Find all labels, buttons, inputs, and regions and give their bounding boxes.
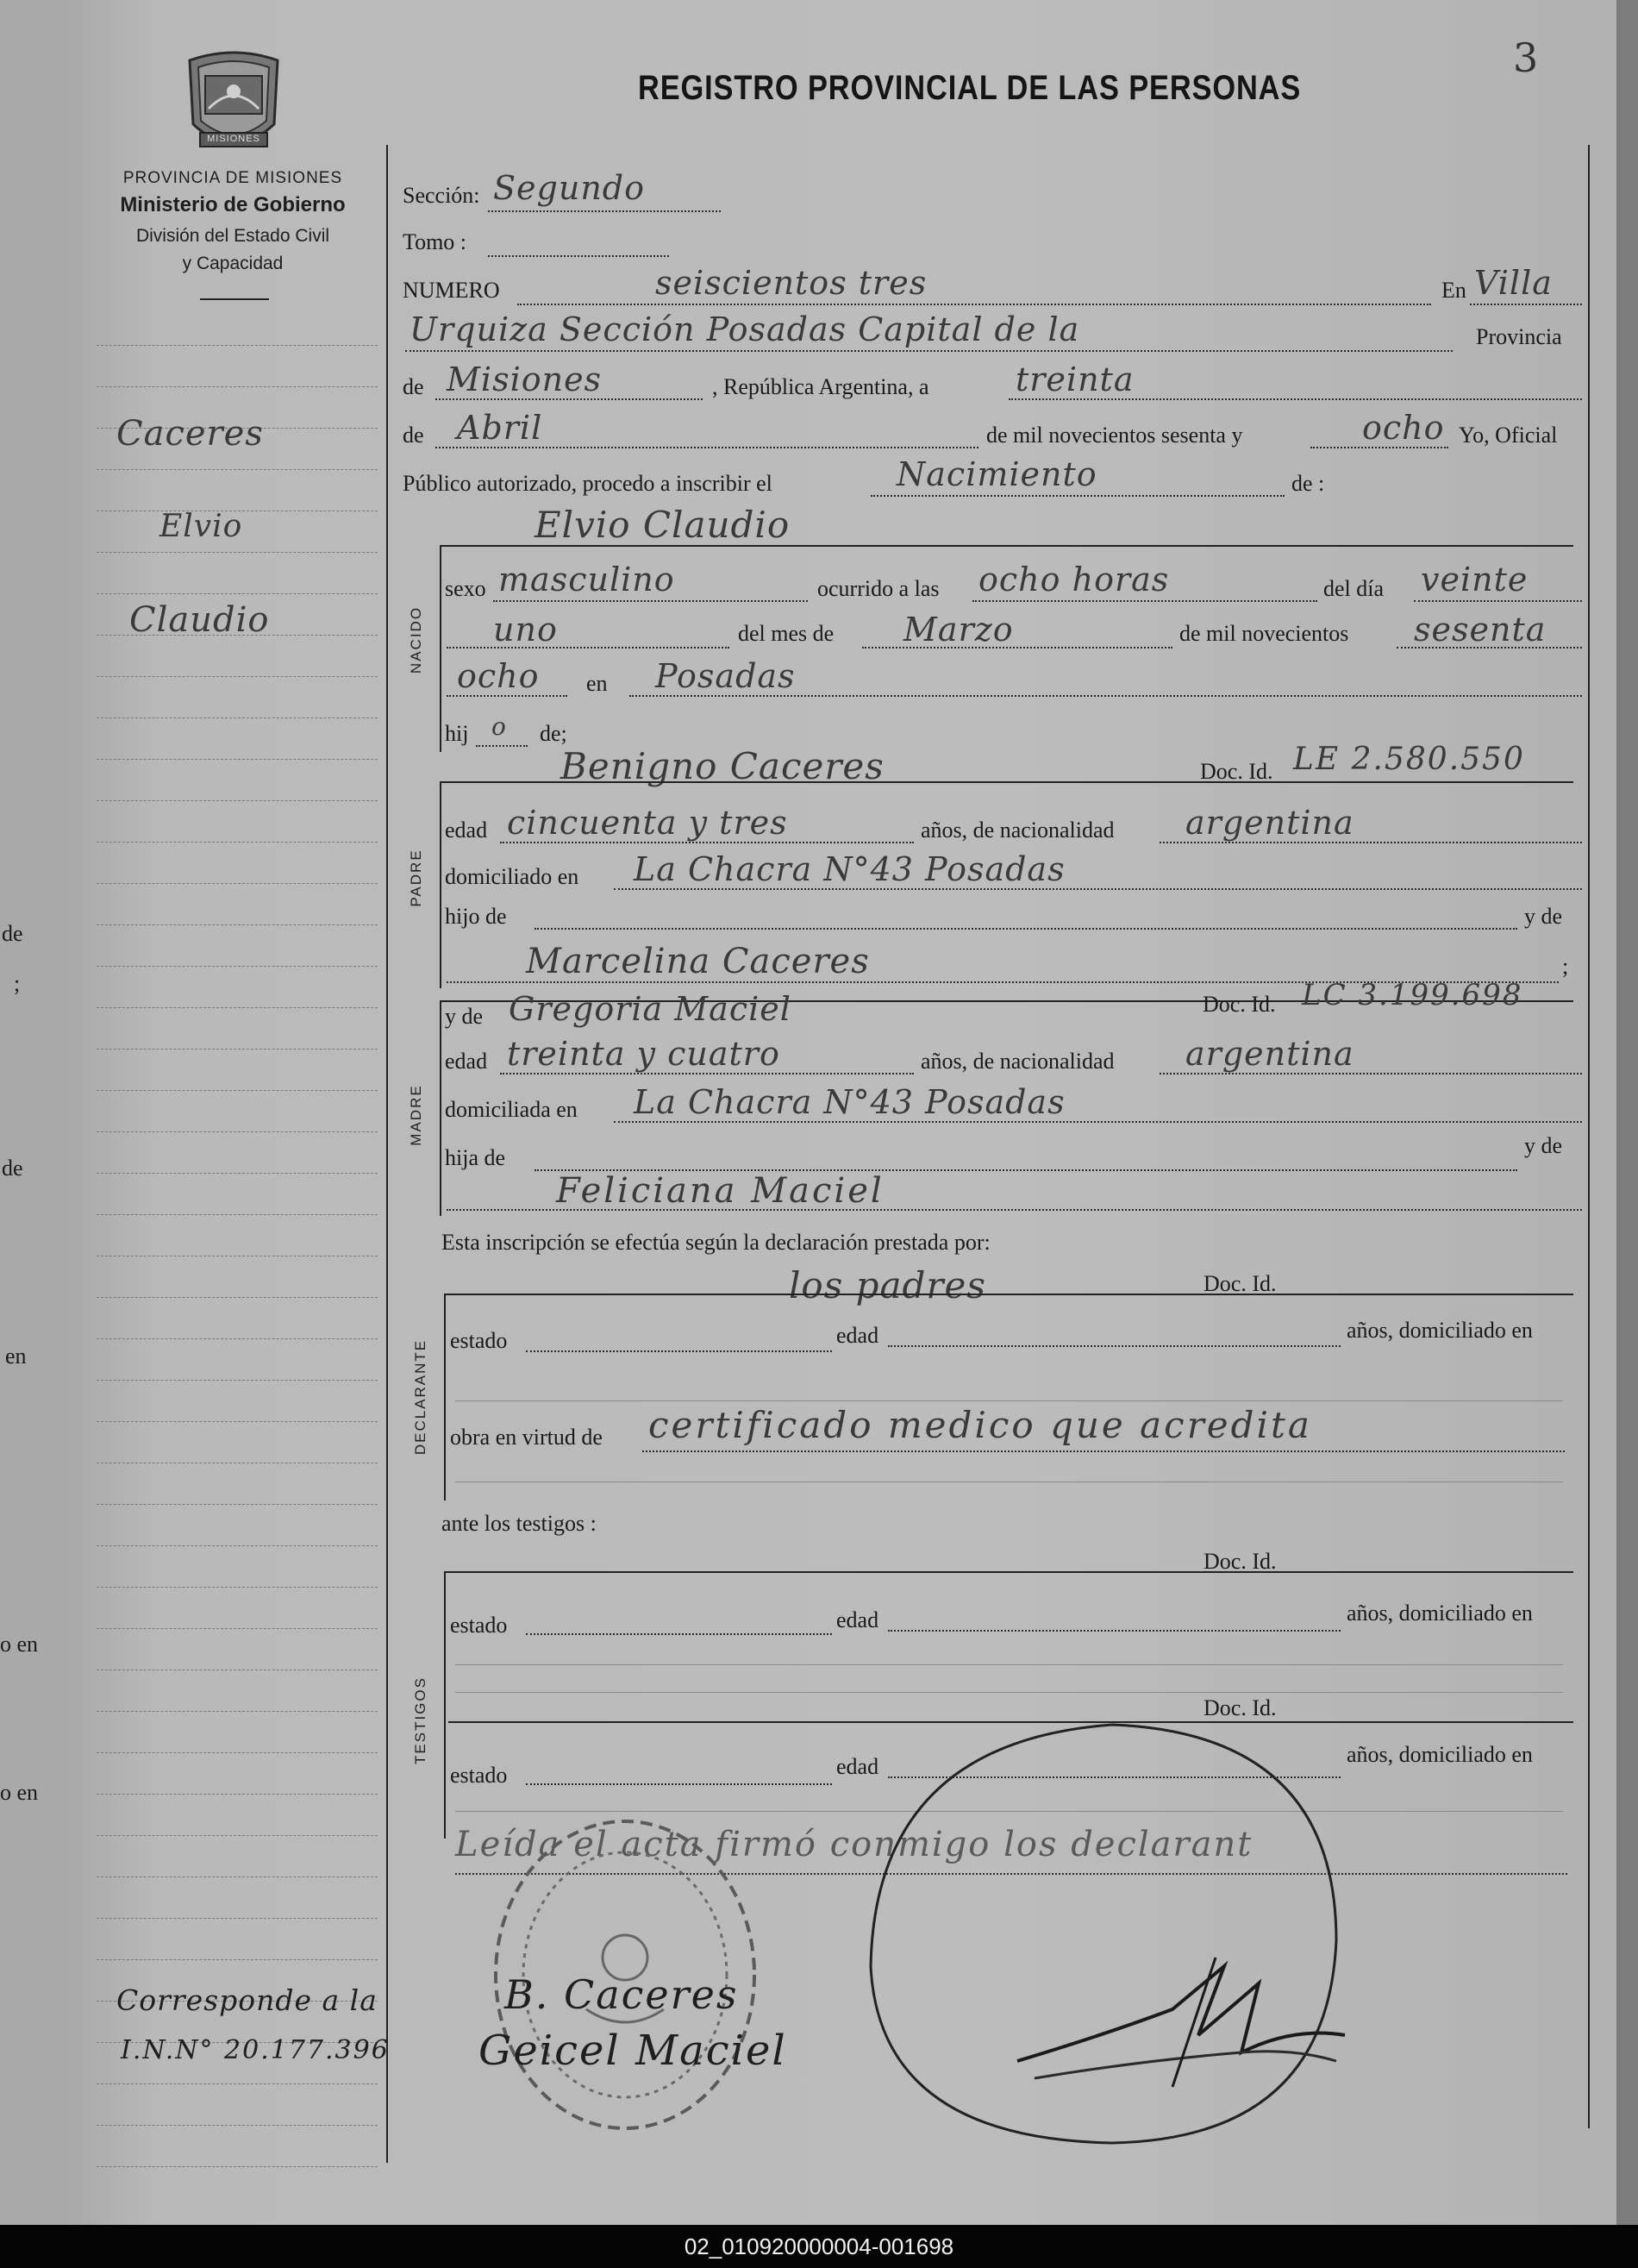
month-dotted-line (435, 447, 978, 448)
hijo-suffix: o (491, 712, 507, 741)
padre-top-rule (440, 781, 1573, 783)
mother-nacionalidad-value: argentina (1185, 1035, 1354, 1073)
testigo2-estado-dotted-line (526, 1783, 832, 1785)
testigo1-estado-dotted-line (526, 1633, 832, 1635)
testigo2-domicilio-label: años, domiciliado en (1347, 1742, 1533, 1767)
testigos-intro-label: ante los testigos : (441, 1511, 597, 1536)
mother-domicilio-label: domiciliada en (445, 1097, 578, 1122)
seccion-value: Segundo (493, 169, 645, 207)
hora-value: ocho horas (978, 561, 1170, 598)
declarante-value: los padres (789, 1264, 986, 1306)
en-value: Villa (1474, 264, 1553, 302)
mother-edad-dotted-line (500, 1073, 914, 1074)
testigo2-edad-label: edad (836, 1754, 879, 1779)
testigo1-blank-line (455, 1664, 1563, 1665)
margin-ruled-line (97, 1587, 378, 1588)
mes-label: del mes de (738, 621, 835, 646)
testigos-bracket (444, 1571, 446, 1839)
ministry-name: Ministerio de Gobierno (120, 193, 346, 216)
father-domicilio-value: La Chacra N°43 Posadas (634, 850, 1066, 888)
father-edad-value: cincuenta y tres (507, 804, 788, 842)
declarante-bracket (444, 1294, 446, 1501)
left-page-fragment: o en (0, 1780, 39, 1805)
nacido-bracket (440, 545, 441, 752)
padre-bracket (440, 781, 441, 988)
obra-dotted-line (642, 1450, 1565, 1452)
header-divider (200, 298, 269, 300)
declarante-domicilio-label: años, domiciliado en (1347, 1318, 1533, 1343)
margin-ruled-line (97, 924, 378, 925)
publico-label: Público autorizado, procedo a inscribir el (403, 471, 772, 496)
dia2-dotted-line (447, 647, 729, 648)
seccion-label: Sección: (403, 183, 480, 208)
sexo-value: masculino (498, 561, 675, 598)
father-doc-value: LE 2.580.550 (1293, 742, 1525, 777)
province-name: PROVINCIA DE MISIONES (122, 169, 343, 187)
father-hijo-de-label: hijo de (445, 904, 507, 929)
sexo-dotted-line (493, 600, 808, 602)
del-dia-label: del día (1323, 576, 1385, 601)
father-semicolon: ; (1562, 954, 1569, 979)
left-page-fragment: ; (14, 971, 21, 996)
mother-edad-label: edad (445, 1049, 488, 1074)
provincia-dotted-line (435, 398, 703, 400)
father-domicilio-label: domiciliado en (445, 864, 579, 889)
margin-ruled-line (97, 1214, 378, 1215)
dia-dotted-line (1414, 600, 1582, 602)
margin-ruled-line (97, 676, 378, 677)
margin-ruled-line (97, 469, 378, 470)
scan-image-id: 02_010920000004-001698 (684, 2234, 954, 2259)
margin-ruled-line (97, 800, 378, 801)
nacido-top-rule (440, 545, 1573, 547)
margin-ruled-line (97, 1504, 378, 1505)
anio-label: de mil novecientos (1179, 621, 1349, 646)
margin-surname: Caceres (116, 414, 264, 454)
tomo-label: Tomo : (403, 229, 467, 254)
declarante-section-label: DECLARANTE (412, 1338, 428, 1456)
declarante-edad-dotted-line (888, 1345, 1341, 1347)
margin-correspondence-line1: Corresponde a la (116, 1983, 378, 2017)
declarante-top-rule (444, 1294, 1573, 1295)
left-page-fragment: de (2, 921, 23, 946)
child-name-value: Elvio Claudio (535, 504, 791, 546)
en-label: En (1441, 278, 1466, 303)
margin-ruled-line (97, 1007, 378, 1008)
margin-ruled-line (97, 1131, 378, 1132)
margin-ruled-line (97, 966, 378, 967)
margin-ruled-line (97, 2166, 378, 2167)
numero-label: NUMERO (403, 278, 500, 303)
margin-name-2: Claudio (129, 600, 270, 640)
declarante-edad-label: edad (836, 1323, 879, 1348)
anio-value-1: sesenta (1414, 611, 1547, 648)
testigo2-doc-label: Doc. Id. (1203, 1695, 1277, 1720)
year-value: ocho (1362, 409, 1445, 447)
hijo-de-label: de; (540, 721, 567, 746)
margin-correspondence-line2: I.N.N° 20.177.396 (121, 2035, 390, 2065)
nacido-section-label: NACIDO (408, 605, 424, 674)
padre-section-label: PADRE (408, 849, 424, 907)
closing-text: Leída el acta firmó conmigo los declarant (455, 1825, 1254, 1864)
declaration-intro-label: Esta inscripción se efectúa según la declaración prestada por: (441, 1230, 991, 1255)
father-nacionalidad-label: años, de nacionalidad (921, 818, 1115, 843)
page-number: 3 (1513, 34, 1539, 81)
left-page-fragment: de (2, 1156, 23, 1181)
testigo1-doc-label: Doc. Id. (1203, 1549, 1277, 1574)
obra-label: obra en virtud de (450, 1425, 603, 1450)
margin-ruled-line (97, 717, 378, 718)
margin-name-1: Elvio (159, 509, 243, 544)
numero-dotted-line (517, 304, 1431, 305)
numero-value: seiscientos tres (655, 264, 928, 302)
provincial-emblem-icon (183, 48, 284, 159)
margin-ruled-line (97, 1090, 378, 1091)
margin-ruled-line (97, 1545, 378, 1546)
hijo-label: hij (445, 721, 469, 746)
lugar-dotted-line (629, 695, 1582, 697)
margin-ruled-line (97, 1752, 378, 1753)
tomo-dotted-line (488, 255, 669, 257)
father-nacionalidad-dotted-line (1160, 842, 1582, 843)
margin-ruled-line (97, 1297, 378, 1298)
father-nacionalidad-value: argentina (1185, 804, 1354, 842)
father-y-de-label: y de (1524, 904, 1563, 929)
margin-ruled-line (97, 345, 378, 346)
left-page-fragment: en (5, 1344, 27, 1369)
father-edad-label: edad (445, 818, 488, 843)
declarante-blank-line (455, 1400, 1563, 1401)
de-colon-label: de : (1291, 471, 1325, 496)
day-value: treinta (1016, 360, 1135, 398)
mother-hija-de-label: hija de (445, 1145, 506, 1170)
declarante-estado-dotted-line (526, 1350, 832, 1352)
republica-label: , República Argentina, a (712, 374, 929, 399)
mother-parents-dotted-line (447, 1209, 1582, 1211)
father-parents-value: Marcelina Caceres (526, 942, 870, 981)
oficial-label: Yo, Oficial (1459, 423, 1558, 448)
testigo1-blank-line-2 (455, 1692, 1563, 1693)
mother-y-de-label: y de (445, 1004, 484, 1029)
father-name-value: Benigno Caceres (560, 745, 885, 787)
obra-value: certificado medico que acredita (648, 1404, 1312, 1446)
testigo2-estado-label: estado (450, 1763, 508, 1788)
madre-bracket (440, 1000, 441, 1216)
mes-dotted-line (862, 647, 1172, 648)
de2-label: de (403, 423, 424, 448)
anio-value-2: ocho (457, 657, 540, 695)
mother-domicilio-value: La Chacra N°43 Posadas (634, 1083, 1066, 1121)
de-label: de (403, 374, 424, 399)
dia-value-1: veinte (1421, 561, 1529, 598)
father-edad-dotted-line (500, 842, 914, 843)
mother-doc-value: LC 3.199.698 (1302, 978, 1523, 1012)
testigo1-edad-label: edad (836, 1607, 879, 1632)
ocurrido-label: ocurrido a las (817, 576, 940, 601)
mes-value: Marzo (903, 611, 1014, 648)
margin-ruled-line (97, 1173, 378, 1174)
dia-value-2: uno (493, 611, 558, 648)
en-dotted-line (1470, 304, 1582, 305)
margin-ruled-line (97, 759, 378, 760)
acto-dotted-line (871, 495, 1285, 497)
mother-nacionalidad-dotted-line (1160, 1073, 1582, 1074)
testigo1-edad-dotted-line (888, 1630, 1341, 1632)
testigo1-domicilio-label: años, domiciliado en (1347, 1601, 1533, 1626)
document-title: REGISTRO PROVINCIAL DE LAS PERSONAS (638, 69, 1302, 107)
left-page-fragment: o en (0, 1632, 39, 1657)
testigos-section-label: TESTIGOS (412, 1676, 428, 1764)
division-name: División del Estado Civil (135, 226, 330, 246)
page-right-border (1588, 145, 1590, 2128)
margin-ruled-line (97, 1338, 378, 1339)
signature-1: B. Caceres (504, 1971, 739, 2018)
place-dotted-line (405, 350, 1453, 352)
mother-domicilio-dotted-line (614, 1121, 1582, 1123)
declarante-doc-label: Doc. Id. (1203, 1271, 1277, 1296)
lugar-value: Posadas (655, 657, 796, 695)
year-label: de mil novecientos sesenta y (986, 423, 1243, 448)
madre-section-label: MADRE (408, 1084, 424, 1146)
margin-ruled-line (97, 883, 378, 884)
margin-divider (386, 145, 388, 2163)
declarante-estado-label: estado (450, 1328, 508, 1353)
father-domicilio-dotted-line (614, 888, 1582, 890)
margin-ruled-line (97, 1918, 378, 1919)
testigos-top-rule (444, 1571, 1573, 1573)
seccion-dotted-line (488, 210, 721, 212)
margin-ruled-line (97, 1711, 378, 1712)
margin-ruled-line (97, 2083, 378, 2084)
hijo-dotted-line (476, 745, 528, 747)
father-doc-label: Doc. Id. (1200, 759, 1273, 784)
place-value: Urquiza Sección Posadas Capital de la (410, 310, 1080, 348)
day-dotted-line (1009, 398, 1582, 400)
division-name-line2: y Capacidad (182, 254, 284, 273)
margin-ruled-line (97, 552, 378, 553)
sexo-label: sexo (445, 576, 486, 601)
margin-ruled-line (97, 842, 378, 843)
margin-ruled-line (97, 1835, 378, 1836)
margin-ruled-line (97, 1959, 378, 1960)
official-signature-icon (1000, 1932, 1362, 2104)
left-facing-page (0, 0, 67, 2225)
margin-ruled-line (97, 593, 378, 594)
mother-edad-value: treinta y cuatro (507, 1035, 780, 1073)
margin-ruled-line (97, 386, 378, 387)
nacido-en-label: en (586, 671, 608, 696)
emblem-text: MISIONES (207, 134, 260, 144)
mother-y-de2-label: y de (1524, 1133, 1563, 1158)
mother-doc-label: Doc. Id. (1203, 992, 1276, 1017)
margin-ruled-line (97, 1794, 378, 1795)
mother-nacionalidad-label: años, de nacionalidad (921, 1049, 1115, 1074)
acto-value: Nacimiento (897, 455, 1097, 493)
year-dotted-line (1310, 447, 1448, 448)
testigo1-estado-label: estado (450, 1613, 508, 1638)
mother-name-value: Gregoria Maciel (509, 990, 791, 1028)
mother-parents-value: Feliciana Maciel (556, 1171, 885, 1211)
signature-2: Geicel Maciel (478, 2027, 787, 2075)
margin-ruled-line (97, 1380, 378, 1381)
margin-ruled-line (97, 1421, 378, 1422)
margin-ruled-line (97, 1628, 378, 1629)
hora-dotted-line (972, 600, 1317, 602)
father-hijo-de-dotted-line (535, 928, 1517, 930)
month-value: Abril (457, 409, 543, 447)
provincia-value: Misiones (447, 360, 603, 398)
anio-dotted-line (1397, 647, 1582, 648)
anio2-dotted-line (447, 695, 567, 697)
margin-ruled-line (97, 1876, 378, 1877)
margin-ruled-line (97, 2125, 378, 2126)
provincia-label: Provincia (1476, 324, 1562, 349)
